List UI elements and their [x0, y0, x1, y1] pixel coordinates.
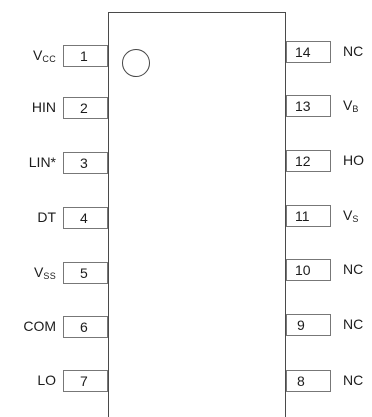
pin-label-4: DT: [37, 209, 56, 225]
pin-label-5: $V_{SS}$: [34, 264, 56, 281]
pin-label-9: NC: [343, 316, 364, 332]
pin-label-2: HIN: [31, 99, 56, 115]
pin-number-7: 7: [63, 370, 108, 392]
pin-number-5: 5: [63, 262, 108, 284]
pin-number-11: 11: [286, 205, 331, 227]
pin-label-12: HO: [343, 152, 364, 168]
pin-label-10: NC: [343, 261, 364, 277]
pin-label-13: $V_B$: [343, 97, 359, 114]
pin-number-6: 6: [63, 316, 108, 338]
pin-number-3: 3: [63, 152, 108, 174]
pin-number-2: 2: [63, 97, 108, 119]
pin-number-12: 12: [286, 150, 331, 172]
pin-label-3: LIN*: [28, 154, 56, 170]
pin-number-8: 8: [286, 370, 331, 392]
pin-label-1: $V_{CC}$: [33, 47, 56, 64]
pin-label-14: NC: [343, 43, 364, 59]
pin-label-7: LO: [37, 372, 56, 388]
pin-number-9: 9: [286, 314, 331, 336]
pin-number-4: 4: [63, 207, 108, 229]
pin-number-1: 1: [63, 45, 108, 67]
pin1-indicator-circle: [122, 49, 150, 77]
pin-label-6: COM: [23, 318, 56, 334]
pin-number-14: 14: [286, 41, 331, 63]
pin-label-8: NC: [343, 372, 364, 388]
pin-number-10: 10: [286, 259, 331, 281]
pin-label-11: $V_S$: [343, 207, 359, 224]
pin-number-13: 13: [286, 95, 331, 117]
